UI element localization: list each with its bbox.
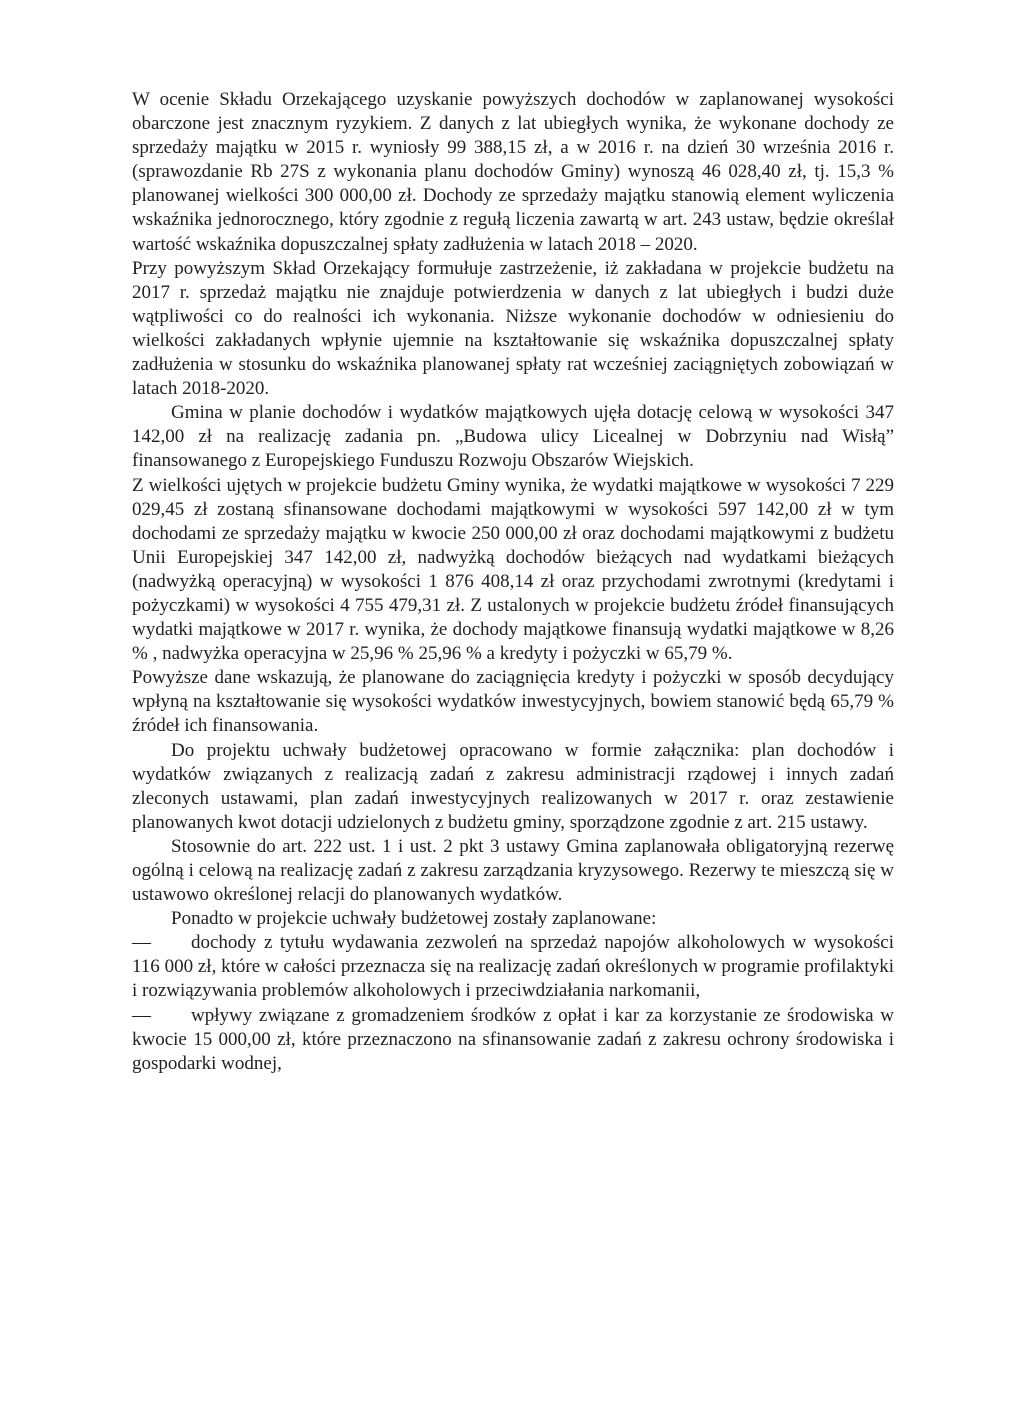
dash-item-text: wpływy związane z gromadzeniem środków z opłat i kar za korzystanie ze środowiska w kwocie 15 000,00 zł, które przeznaczono na sfinansowanie zadań z zakresu ochrony środowiska i gospodarki wodnej, [132, 1004, 894, 1074]
paragraph: W ocenie Składu Orzekającego uzyskanie powyższych dochodów w zaplanowanej wysokości obarczone jest znacznym ryzykiem. Z danych z lat ubiegłych wynika, że wykonane dochody ze sprzedaży majątku w 2015 r. wyniosły 99 388,15 zł, a w 2016 r. na dzień 30 września 2016 r. (sprawozdanie Rb 27S z wykonania planu dochodów Gminy) wynoszą 46 028,40 zł, tj. 15,3 % planowanej wielkości 300 000,00 zł. Dochody ze sprzedaży majątku stanowią element wyliczenia wskaźnika jednorocznego, który zgodnie z regułą liczenia zawartą w art. 243 ustaw, będzie określał wartość wskaźnika dopuszczalnej spłaty zadłużenia w latach 2018 – 2020. [132, 89, 894, 255]
paragraph: Z wielkości ujętych w projekcie budżetu Gminy wynika, że wydatki majątkowe w wysokości 7 229 029,45 zł zostaną sfinansowane dochodami majątkowymi w wysokości 597 142,00 zł w tym dochodami ze sprzedaży majątku w kwocie 250 000,00 zł oraz dochodami majątkowymi z budżetu Unii Europejskiej 347 142,00 zł, nadwyżką dochodów bieżących nad wydatkami bieżących (nadwyżką operacyjną) w wysokości 1 876 408,14 zł oraz przychodami zwrotnymi (kredytami i pożyczkami) w wysokości 4 755 479,31 zł. Z ustalonych w projekcie budżetu źródeł finansujących wydatki majątkowe w 2017 r. wynika, że dochody majątkowe finansują wydatki majątkowe w 8,26 % , nadwyżka operacyjna w 25,96 % 25,96 % a kredyty i pożyczki w 65,79 %. [132, 474, 894, 665]
em-dash-marker: — [132, 1004, 151, 1026]
em-dash-marker: — [132, 932, 151, 954]
paragraph: Przy powyższym Skład Orzekający formułuje zastrzeżenie, iż zakładana w projekcie budżetu na 2017 r. sprzedaż majątku nie znajduje potwierdzenia w danych z lat ubiegłych i budzi duże wątpliwości co do realności ich wykonania. Niższe wykonanie dochodów w odniesieniu do wielkości zakładanych wpłynie ujemnie na kształtowanie się wskaźnika dopuszczalnej spłaty zadłużenia w stosunku do wskaźnika planowanej spłaty rat wcześniej zaciągniętych zobowiązań w latach 2018-2020. [132, 257, 894, 400]
paragraph: Ponadto w projekcie uchwały budżetowej zostały zaplanowane: [171, 908, 657, 930]
paragraph: Do projektu uchwały budżetowej opracowano w formie załącznika: plan dochodów i wydatków związanych z realizacją zadań z zakresu administracji rządowej i innych zadań zleconych ustawami, plan zadań inwestycyjnych realizowanych w 2017 r. oraz zestawienie planowanych kwot dotacji udzielonych z budżetu gminy, sporządzone zgodnie z art. 215 ustawy. [132, 739, 894, 833]
paragraph: Stosownie do art. 222 ust. 1 i ust. 2 pkt 3 ustawy Gmina zaplanowała obligatoryjną rezerwę ogólną i celową na realizację zadań z zakresu zarządzania kryzysowego. Rezerwy te mieszczą się w ustawowo określonej relacji do planowanych wydatków. [132, 835, 894, 906]
dash-list-item [132, 931, 894, 1003]
dash-list-item [132, 1004, 894, 1076]
paragraph: Gmina w planie dochodów i wydatków majątkowych ujęła dotację celową w wysokości 347 142,00 zł na realizację zadania pn. „Budowa ulicy Licealnej w Dobrzyniu nad Wisłą” finansowanego z Europejskiego Funduszu Rozwoju Obszarów Wiejskich. [132, 402, 894, 472]
dash-item-text: dochody z tytułu wydawania zezwoleń na sprzedaż napojów alkoholowych w wysokości 116 000 zł, które w całości przeznacza się na realizację zadań określonych w programie profilaktyki i rozwiązywania problemów alkoholowych i przeciwdziałania narkomanii, [132, 932, 894, 1002]
paragraph: Powyższe dane wskazują, że planowane do zaciągnięcia kredyty i pożyczki w sposób decydujący wpłyną na kształtowanie się wysokości wydatków inwestycyjnych, bowiem stanowić będą 65,79 % źródeł ich finansowania. [132, 667, 894, 737]
document-page [132, 88, 894, 1076]
